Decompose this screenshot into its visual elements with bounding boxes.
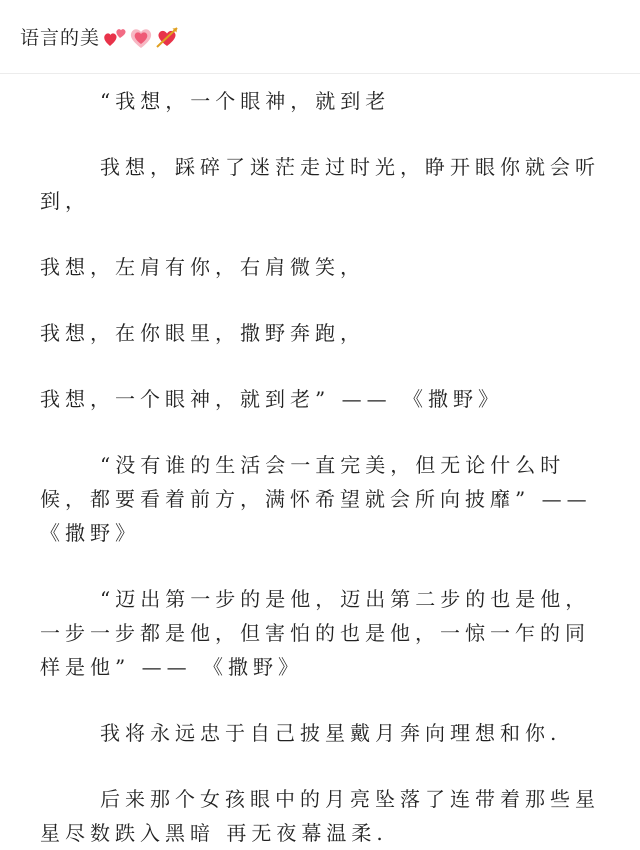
two-hearts-icon	[102, 24, 128, 50]
article-body	[0, 74, 640, 850]
paragraph: 我想，踩碎了迷茫走过时光，睁开眼你就会听到，	[40, 155, 600, 213]
paragraph: 我将永远忠于自己披星戴月奔向理想和你.	[100, 721, 562, 745]
page-title: 语言的美	[20, 27, 101, 49]
heart-with-arrow-icon	[154, 24, 180, 50]
paragraph: 我想，左肩有你，右肩微笑，	[40, 255, 365, 279]
glowing-heart-icon	[128, 24, 154, 50]
paragraph: 后来那个女孩眼中的月亮坠落了连带着那些星星尽数跌入黑暗 再无夜幕温柔.	[40, 787, 600, 845]
page-header	[0, 0, 640, 74]
paragraph: “我想，一个眼神，就到老	[100, 89, 391, 113]
paragraph: “迈出第一步的是他，迈出第二步的也是他，一步一步都是他，但害怕的也是他，一惊一乍的同样是他” —— 《撒野》	[40, 587, 591, 679]
heart-emoji-group	[102, 24, 180, 50]
paragraph: 我想，一个眼神，就到老” —— 《撒野》	[40, 387, 503, 411]
paragraph: 我想，在你眼里，撒野奔跑，	[40, 321, 365, 345]
paragraph: “没有谁的生活会一直完美，但无论什么时候，都要看着前方，满怀希望就会所向披靡” —— 《撒野》	[40, 453, 592, 545]
